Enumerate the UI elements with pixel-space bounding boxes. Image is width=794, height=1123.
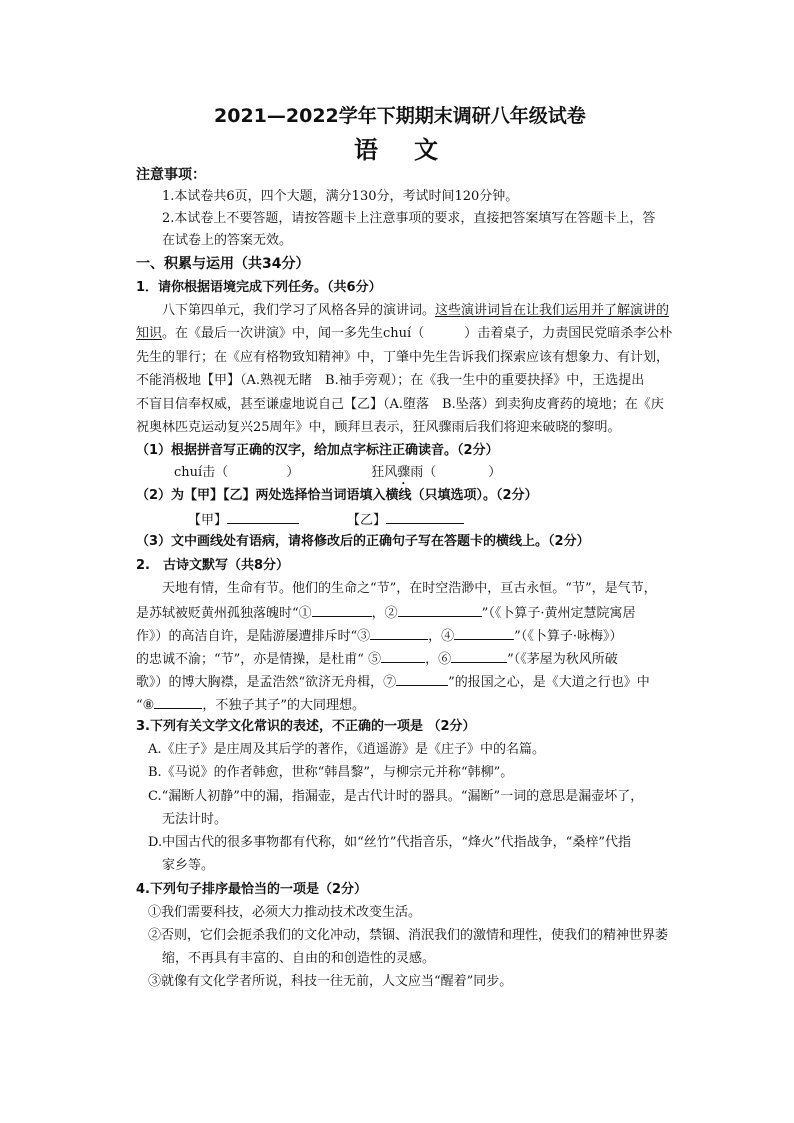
q2-line: “⑧ ，不独子其子”的大同理想。: [136, 695, 365, 715]
q1-sub2-answers: 【甲】 【乙】: [188, 510, 464, 530]
notice-item-1: 1.本试卷共6页，四个大题，满分130分，考试时间120分钟。: [162, 189, 519, 204]
answer-blank: [398, 603, 482, 617]
q2-line: 歌》）的博大胸襟，是孟浩然“欲济无舟楫，⑦ ”的报国之心，是《大道之行也》中: [136, 672, 650, 692]
q3-heading: 3.下列有关文学文化常识的表述，不正确的一项是 （2分）: [136, 719, 476, 734]
notice-heading: 注意事项：: [136, 167, 206, 183]
q4-sentence-2: ②否则，它们会扼杀我们的文化冲动，禁锢、消泯我们的激情和理性，使我们的精神世界萎: [148, 928, 669, 943]
answer-blank: [396, 672, 448, 686]
q1-paragraph-line: 不盲目信奉权威，甚至谦虚地说自己【乙】（A.堕落 B.坠落）到卖狗皮膏药的境地；在《庆: [136, 397, 664, 412]
q2-line: 天地有情，生命有节。他们的生命之“节”，在时空浩渺中，亘古永恒。“节”，是气节，: [162, 581, 657, 596]
q1-heading: 1．请你根据语境完成下列任务。（共6分）: [136, 280, 382, 295]
q3-option-b: B.《马说》的作者韩愈，世称“韩昌黎”，与柳宗元并称“韩柳”。: [148, 765, 514, 780]
underlined-sentence-end: 知识: [136, 326, 163, 341]
subject-char-1: 语: [354, 136, 380, 164]
underlined-sentence: 这些演讲词旨在让我们运用并了解演讲的: [435, 303, 670, 318]
q1-paragraph-line: 知识。在《最后一次讲演》中，闻一多先生chuí（ ）击着桌子，力责国民党暗杀李公朴: [136, 326, 673, 341]
answer-blank: [227, 510, 299, 524]
answer-blank: [386, 510, 464, 524]
q1-sub1: （1）根据拼音写正确的汉字，给加点字标注正确读音。（2分）: [136, 443, 499, 458]
answer-blank: [370, 626, 428, 640]
q1-paragraph-line: 祝奥林匹克运动复兴25周年》中，顾拜旦表示，狂风骤雨后我们将迎来破晓的黎明。: [136, 420, 621, 435]
q2-heading: 2. 古诗文默写（共8分）: [136, 558, 290, 573]
q3-option-d: D.中国古代的很多事物都有代称，如“丝竹”代指音乐，“烽火”代指战争，“桑梓”代指: [148, 835, 631, 850]
q3-option-c-cont: 无法计时。: [162, 812, 228, 827]
q4-sentence-3: ③就像有文化学者所说，科技一往无前，人文应当“醒着”同步。: [148, 974, 513, 989]
subject-heading: [354, 135, 440, 165]
exam-title: 2021—2022学年下期期末调研八年级试卷: [214, 105, 586, 127]
subject-char-2: 文: [414, 136, 440, 164]
q1-paragraph-line: 不能消极地【甲】（A.熟视无睹 B.袖手旁观）；在《我一生中的重要抉择》中，王选提出: [136, 373, 645, 388]
notice-item-2: 2.本试卷上不要答题，请按答题卡上注意事项的要求，直接把答案填写在答题卡上，答: [162, 211, 656, 226]
q3-option-c: C.“漏断人初静”中的漏，指漏壶，是古代计时的器具。“漏断”一词的意思是漏壶坏了，: [148, 789, 644, 804]
q4-sentence-1: ①我们需要科技，必须大力推动技术改变生活。: [148, 905, 422, 920]
q3-option-a: A.《庄子》是庄周及其后学的著作，《逍遥游》是《庄子》中的名篇。: [148, 742, 546, 757]
q4-sentence-2-cont: 缩，不再具有丰富的、自由的和创造性的灵感。: [162, 951, 436, 966]
q2-line: 是苏轼被贬黄州孤独落魄时“① ，② ”（《卜算子·黄州定慧院寓居: [136, 603, 635, 623]
q1-sub1-answers: chuí击（ ） 狂风骤雨（ ）: [174, 465, 502, 480]
answer-blank: [451, 649, 507, 663]
q1-sub2: （2）为【甲】【乙】两处选择恰当词语填入横线（只填选项）。（2分）: [136, 488, 538, 503]
notice-item-2-cont: 在试卷上的答案无效。: [162, 233, 293, 248]
q1-paragraph-line: 先生的罪行；在《应有格物致知精神》中，丁肇中先生告诉我们探索应该有想象力、有计划，: [136, 350, 670, 365]
q2-line: 作》）的高洁自许，是陆游屡遭排斥时“③ ，④ ”（《卜算子·咏梅》）: [136, 626, 622, 646]
section-1-heading: 一、积累与运用（共34分）: [136, 256, 310, 272]
q2-line: 的忠诚不渝；“节”，亦是情操，是杜甫“ ⑤ ，⑥ ”（《茅屋为秋风所破: [136, 649, 618, 669]
q4-heading: 4.下列句子排序最恰当的一项是（2分）: [136, 882, 368, 897]
answer-blank: [154, 695, 202, 709]
answer-blank: [381, 649, 425, 663]
q1-paragraph-line: 八下第四单元，我们学习了风格各异的演讲词。这些演讲词旨在让我们运用并了解演讲的: [162, 303, 670, 318]
answer-blank: [454, 626, 514, 640]
q1-sub3: （3）文中画线处有语病，请将修改后的正确句子写在答题卡的横线上。（2分）: [136, 534, 590, 549]
dotted-char: 骤: [397, 465, 411, 480]
q3-option-d-cont: 家乡等。: [162, 858, 215, 873]
answer-blank: [312, 603, 372, 617]
